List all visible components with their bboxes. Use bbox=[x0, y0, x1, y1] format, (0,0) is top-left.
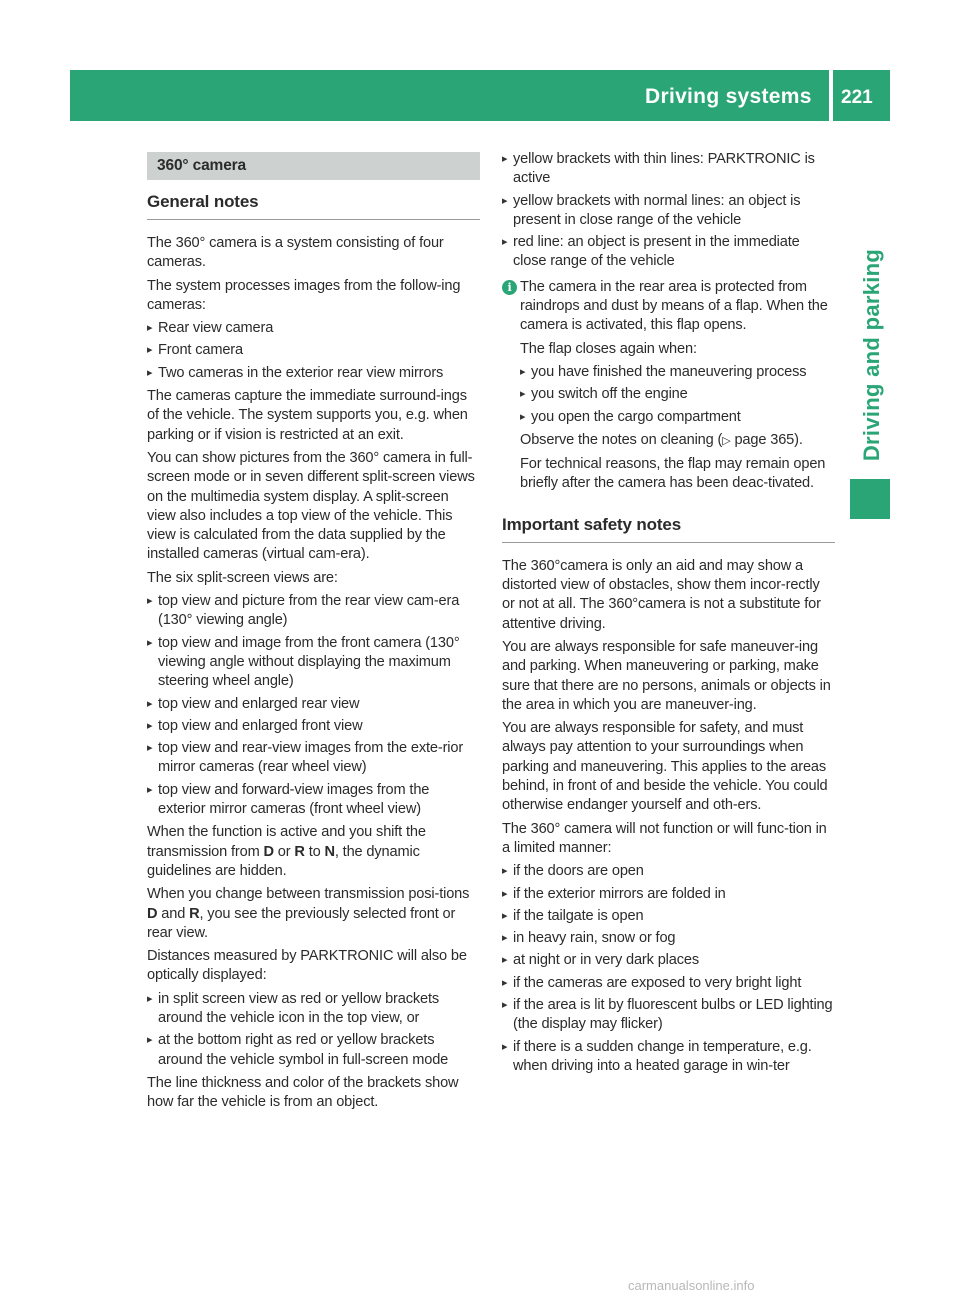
list-item: ▸ Front camera bbox=[147, 341, 480, 360]
list-item: ▸ Two cameras in the exterior rear view mirrors bbox=[147, 364, 480, 383]
flap-closes-list bbox=[520, 363, 835, 427]
chapter-tab-marker bbox=[850, 479, 890, 519]
list-item: ▸ if the tailgate is open bbox=[502, 907, 835, 926]
paragraph: Distances measured by PARKTRONIC will also be optically displayed: bbox=[147, 948, 467, 984]
paragraph: You are always responsible for safe maneuver-ing and parking. When maneuvering or parking, make sure that there are no persons, animals or objects in the area in which you are maneuver-ing. bbox=[502, 638, 831, 713]
list-item: ▸ in split screen view as red or yellow brackets around the vehicle icon in the top view, or bbox=[147, 990, 480, 1029]
running-header-title: Driving systems bbox=[645, 85, 812, 108]
paragraph: The camera in the rear area is protected from raindrops and dust by means of a flap. When the camera is activated, this flap opens. bbox=[520, 278, 828, 334]
paragraph: The line thickness and color of the brackets show how far the vehicle is from an object. bbox=[147, 1074, 459, 1111]
paragraph-transmission-change: When you change between transmission posi-tions D and R, you see the previously selected front or rear view. bbox=[147, 886, 470, 941]
list-item: ▸ top view and image from the front camera (130° viewing angle without displaying the maximum steering wheel angle) bbox=[147, 634, 480, 692]
list-item: ▸ at the bottom right as red or yellow brackets around the vehicle symbol in full-screen mode bbox=[147, 1031, 480, 1070]
paragraph: The system processes images from the follow-ing cameras: bbox=[147, 277, 461, 313]
paragraph: The 360°camera is only an aid and may show a distorted view of obstacles, show them incor-rectly or not at all. The 360°camera is not a substitute for attentive driving. bbox=[502, 557, 821, 632]
split-screen-views-list bbox=[147, 592, 480, 819]
camera-list bbox=[147, 319, 480, 383]
cleaning-reference: Observe the notes on cleaning (▷ page 365). bbox=[520, 431, 803, 448]
list-item: ▸ if the doors are open bbox=[502, 862, 835, 881]
left-column bbox=[147, 152, 480, 1116]
list-item: ▸ red line: an object is present in the immediate close range of the vehicle bbox=[502, 233, 835, 272]
paragraph: The 360° camera will not function or will func-tion in a limited manner: bbox=[502, 820, 827, 856]
list-item: ▸ top view and picture from the rear view cam-era (130° viewing angle) bbox=[147, 592, 480, 631]
right-column bbox=[502, 150, 835, 1080]
chapter-tab-label: Driving and parking bbox=[859, 248, 885, 462]
paragraph: The flap closes again when: bbox=[520, 340, 697, 357]
list-item: ▸ top view and enlarged rear view bbox=[147, 695, 480, 714]
heading-general-notes: General notes bbox=[147, 191, 480, 220]
info-note bbox=[502, 278, 835, 494]
list-item: ▸ yellow brackets with normal lines: an object is present in close range of the vehicle bbox=[502, 192, 835, 231]
list-item: ▸ you open the cargo compartment bbox=[520, 408, 835, 427]
page-reference-icon: ▷ bbox=[722, 434, 731, 447]
list-item: ▸ you have finished the maneuvering process bbox=[520, 363, 835, 382]
header-divider bbox=[829, 70, 833, 121]
info-icon: i bbox=[502, 280, 517, 295]
list-item: ▸ if there is a sudden change in temperature, e.g. when driving into a heated garage in win-ter bbox=[502, 1038, 835, 1077]
paragraph: You are always responsible for safety, and must always pay attention to your surroundings when parking and maneuvering. This applies to the areas behind, in front of and beside the vehicle. You could otherwise endanger yourself and oth-ers. bbox=[502, 720, 828, 814]
list-item: ▸ you switch off the engine bbox=[520, 385, 835, 404]
list-item: ▸ Rear view camera bbox=[147, 319, 480, 338]
list-item: ▸ top view and forward-view images from the exterior mirror cameras (front wheel view) bbox=[147, 781, 480, 820]
chapter-tab bbox=[858, 250, 886, 460]
list-item: ▸ if the area is lit by fluorescent bulbs or LED lighting (the display may flicker) bbox=[502, 996, 835, 1035]
paragraph: The six split-screen views are: bbox=[147, 569, 338, 586]
list-item: ▸ if the exterior mirrors are folded in bbox=[502, 885, 835, 904]
section-title: 360° camera bbox=[147, 152, 480, 180]
list-item: ▸ in heavy rain, snow or fog bbox=[502, 929, 835, 948]
list-item: ▸ top view and rear-view images from the exte-rior mirror cameras (rear wheel view) bbox=[147, 739, 480, 778]
limitations-list bbox=[502, 862, 835, 1076]
paragraph: The 360° camera is a system consisting of four cameras. bbox=[147, 235, 444, 271]
paragraph-transmission: When the function is active and you shift the transmission from D or R to N, the dynamic guidelines are hidden. bbox=[147, 824, 426, 879]
list-item: ▸ top view and enlarged front view bbox=[147, 717, 480, 736]
list-item: ▸ if the cameras are exposed to very bright light bbox=[502, 974, 835, 993]
paragraph: For technical reasons, the flap may remain open briefly after the camera has been deac-tivated. bbox=[520, 456, 826, 492]
bracket-list bbox=[502, 150, 835, 272]
heading-important-safety-notes: Important safety notes bbox=[502, 514, 835, 543]
list-item: ▸ yellow brackets with thin lines: PARKTRONIC is active bbox=[502, 150, 835, 189]
list-item: ▸ at night or in very dark places bbox=[502, 951, 835, 970]
paragraph: The cameras capture the immediate surround-ings of the vehicle. The system supports you, e.g. when parking or if vision is restricted at an exit. bbox=[147, 388, 468, 443]
watermark: carmanualsonline.info bbox=[628, 1278, 755, 1293]
page-number: 221 bbox=[841, 87, 873, 108]
distance-display-list bbox=[147, 990, 480, 1070]
paragraph: You can show pictures from the 360° camera in full-screen mode or in seven different split-screen views on the multimedia system display. A split-screen view also includes a top view of the vehicle. This view is calculated from the data supplied by the installed cameras (virtual cam-era). bbox=[147, 449, 475, 563]
